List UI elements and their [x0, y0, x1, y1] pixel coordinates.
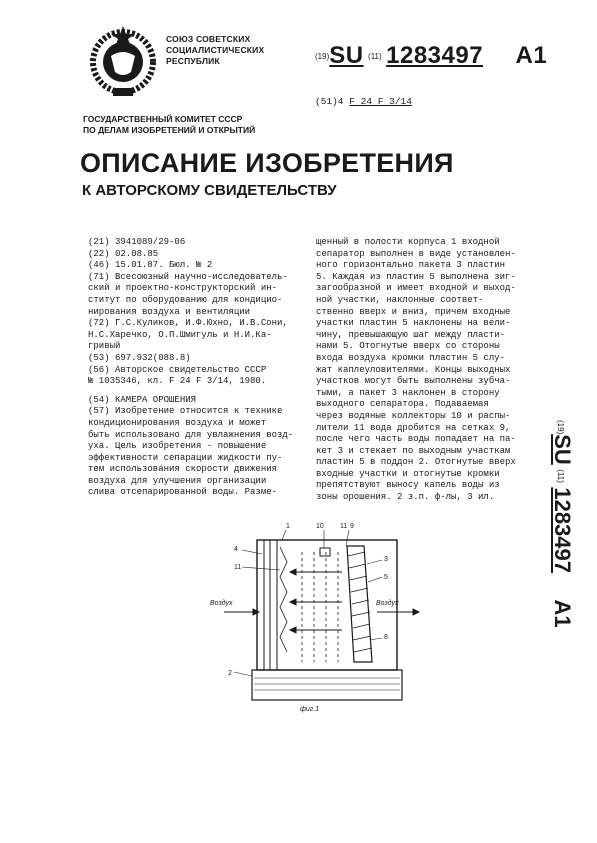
figure-1-drawing — [222, 522, 422, 717]
abstract-line: жат каплеуловителями. Концы выходных — [316, 364, 511, 375]
ussr-emblem-icon — [83, 20, 163, 100]
abstract-line: выходного сепаратора. Подаваемая — [316, 399, 489, 410]
figure-label: 4 — [234, 546, 238, 553]
abstract-line: чину, превышающую шаг между пласти- — [316, 329, 506, 340]
abstract-line: воздуха для улучшения организации — [88, 475, 267, 486]
document-title: ОПИСАНИЕ ИЗОБРЕТЕНИЯ — [80, 148, 454, 178]
biblio-line: (46) 15.01.87. Бюл. № 2 — [88, 260, 213, 271]
document-subtitle: К АВТОРСКОМУ СВИДЕТЕЛЬСТВУ — [82, 182, 337, 199]
figure-caption: фиг.1 — [300, 706, 320, 713]
abstract-line: уха. Цель изобретения - повышение — [88, 441, 267, 452]
abstract-line: загообразной и имеет входной и выход- — [316, 283, 516, 294]
figure-label: 5 — [384, 574, 388, 581]
abstract-line: участки пластин 5 наклонены на вели- — [316, 318, 511, 329]
figure-label: 3 — [384, 556, 388, 563]
side-patent-number: (19)SU (11) 1283497 A1 — [550, 420, 575, 628]
biblio-line: нирования воздуха и вентиляции — [88, 306, 251, 317]
abstract-line: эффективности сепарации жидкости пу- — [88, 452, 283, 463]
air-inlet-label: Воздух — [210, 600, 233, 607]
abstract-line: 5. Каждая из пластин 5 выполнена зиг- — [316, 271, 516, 282]
figure-label: 11 — [340, 523, 348, 530]
biblio-line: № 1035346, кл. F 24 F 3/14, 1980. — [88, 376, 267, 387]
figure-label: 8 — [384, 634, 388, 641]
abstract-line: после чего часть воды попадает на па- — [316, 434, 516, 445]
abstract-line: зоны орошения. 2 з.п. ф-лы, 3 ил. — [316, 492, 495, 503]
biblio-line: Н.С.Харечко, О.П.Шмигуль и Н.И.Ка- — [88, 329, 272, 340]
classification-code: (51)4 F 24 F 3/14 — [315, 96, 412, 107]
biblio-line: (53) 697.932(088.8) — [88, 352, 191, 363]
abstract-line: кондиционирования воздуха и может — [88, 417, 267, 428]
biblio-line: гривый — [88, 341, 121, 352]
abstract-line: через водяные коллекторы 10 и распы- — [316, 410, 511, 421]
abstract-line: (57) Изобретение относится к технике — [88, 406, 283, 417]
invention-title: (54) КАМЕРА ОРОШЕНИЯ — [88, 394, 197, 405]
abstract-line: лители 11 вода дробится на сетках 9, — [316, 422, 511, 433]
biblio-line: (22) 02.08.85 — [88, 248, 159, 259]
biblio-line: ский и проектно-конструкторский ин- — [88, 283, 278, 294]
figure-label: 9 — [350, 523, 354, 530]
abstract-line: сепаратор выполнен в виде установлен- — [316, 248, 516, 259]
abstract-line: ного горизонтально пакета 3 пластин — [316, 260, 506, 271]
abstract-line: пластин 5 в поддон 2. Отогнутые вверх — [316, 457, 516, 468]
abstract-line: слива отсепарированной воды. Разме- — [88, 487, 278, 498]
abstract-line: входа воздуха кромки пластин 5 слу- — [316, 352, 506, 363]
abstract-line: кет 3 и стекает по выходным участкам — [316, 445, 511, 456]
air-outlet-label: Воздух — [376, 600, 399, 607]
biblio-line: (71) Всесоюзный научно-исследователь- — [88, 271, 288, 282]
patent-number-header: $^{(19)}$SU $^{(11)}$ 1283497 A1 — [315, 42, 548, 69]
biblio-line: ститут по оборудованию для кондицио- — [88, 294, 283, 305]
abstract-line: участков могут быть выполнены зубча- — [316, 376, 511, 387]
biblio-column — [88, 237, 308, 499]
abstract-line: ственно вверх и вниз, причем входные — [316, 306, 511, 317]
abstract-column — [316, 237, 541, 504]
biblio-line: (72) Г.С.Куликов, И.Ф.Юхно, И.В.Сони, — [88, 318, 288, 329]
figure-label: 2 — [228, 670, 232, 677]
figure-label: 11 — [234, 564, 242, 571]
figure-label: 10 — [316, 523, 324, 530]
abstract-line: тыми, а пакет 3 наклонен в сторону — [316, 387, 500, 398]
abstract-line: входные участки и отогнутые кромки — [316, 468, 500, 479]
biblio-line: (56) Авторское свидетельство СССР — [88, 364, 267, 375]
abstract-line: препятствуют выносу капель воды из — [316, 480, 500, 491]
committee-name: ГОСУДАРСТВЕННЫЙ КОМИТЕТ СССР ПО ДЕЛАМ ИЗОБРЕТЕНИЙ И ОТКРЫТИЙ — [83, 114, 256, 135]
union-name: СОЮЗ СОВЕТСКИХ СОЦИАЛИСТИЧЕСКИХ РЕСПУБЛИК — [166, 34, 265, 66]
abstract-line: ной участки, наклонные соответ- — [316, 294, 484, 305]
abstract-line: нами 5. Отогнутые вверх со стороны — [316, 341, 500, 352]
abstract-line: тем использования скорости движения — [88, 464, 278, 475]
abstract-line: щенный в полости корпуса 1 входной — [316, 237, 500, 247]
biblio-line: (21) 3941089/29-06 — [88, 237, 186, 247]
abstract-line: быть использовано для увлажнения возд- — [88, 429, 294, 440]
figure-label: 1 — [286, 523, 290, 530]
